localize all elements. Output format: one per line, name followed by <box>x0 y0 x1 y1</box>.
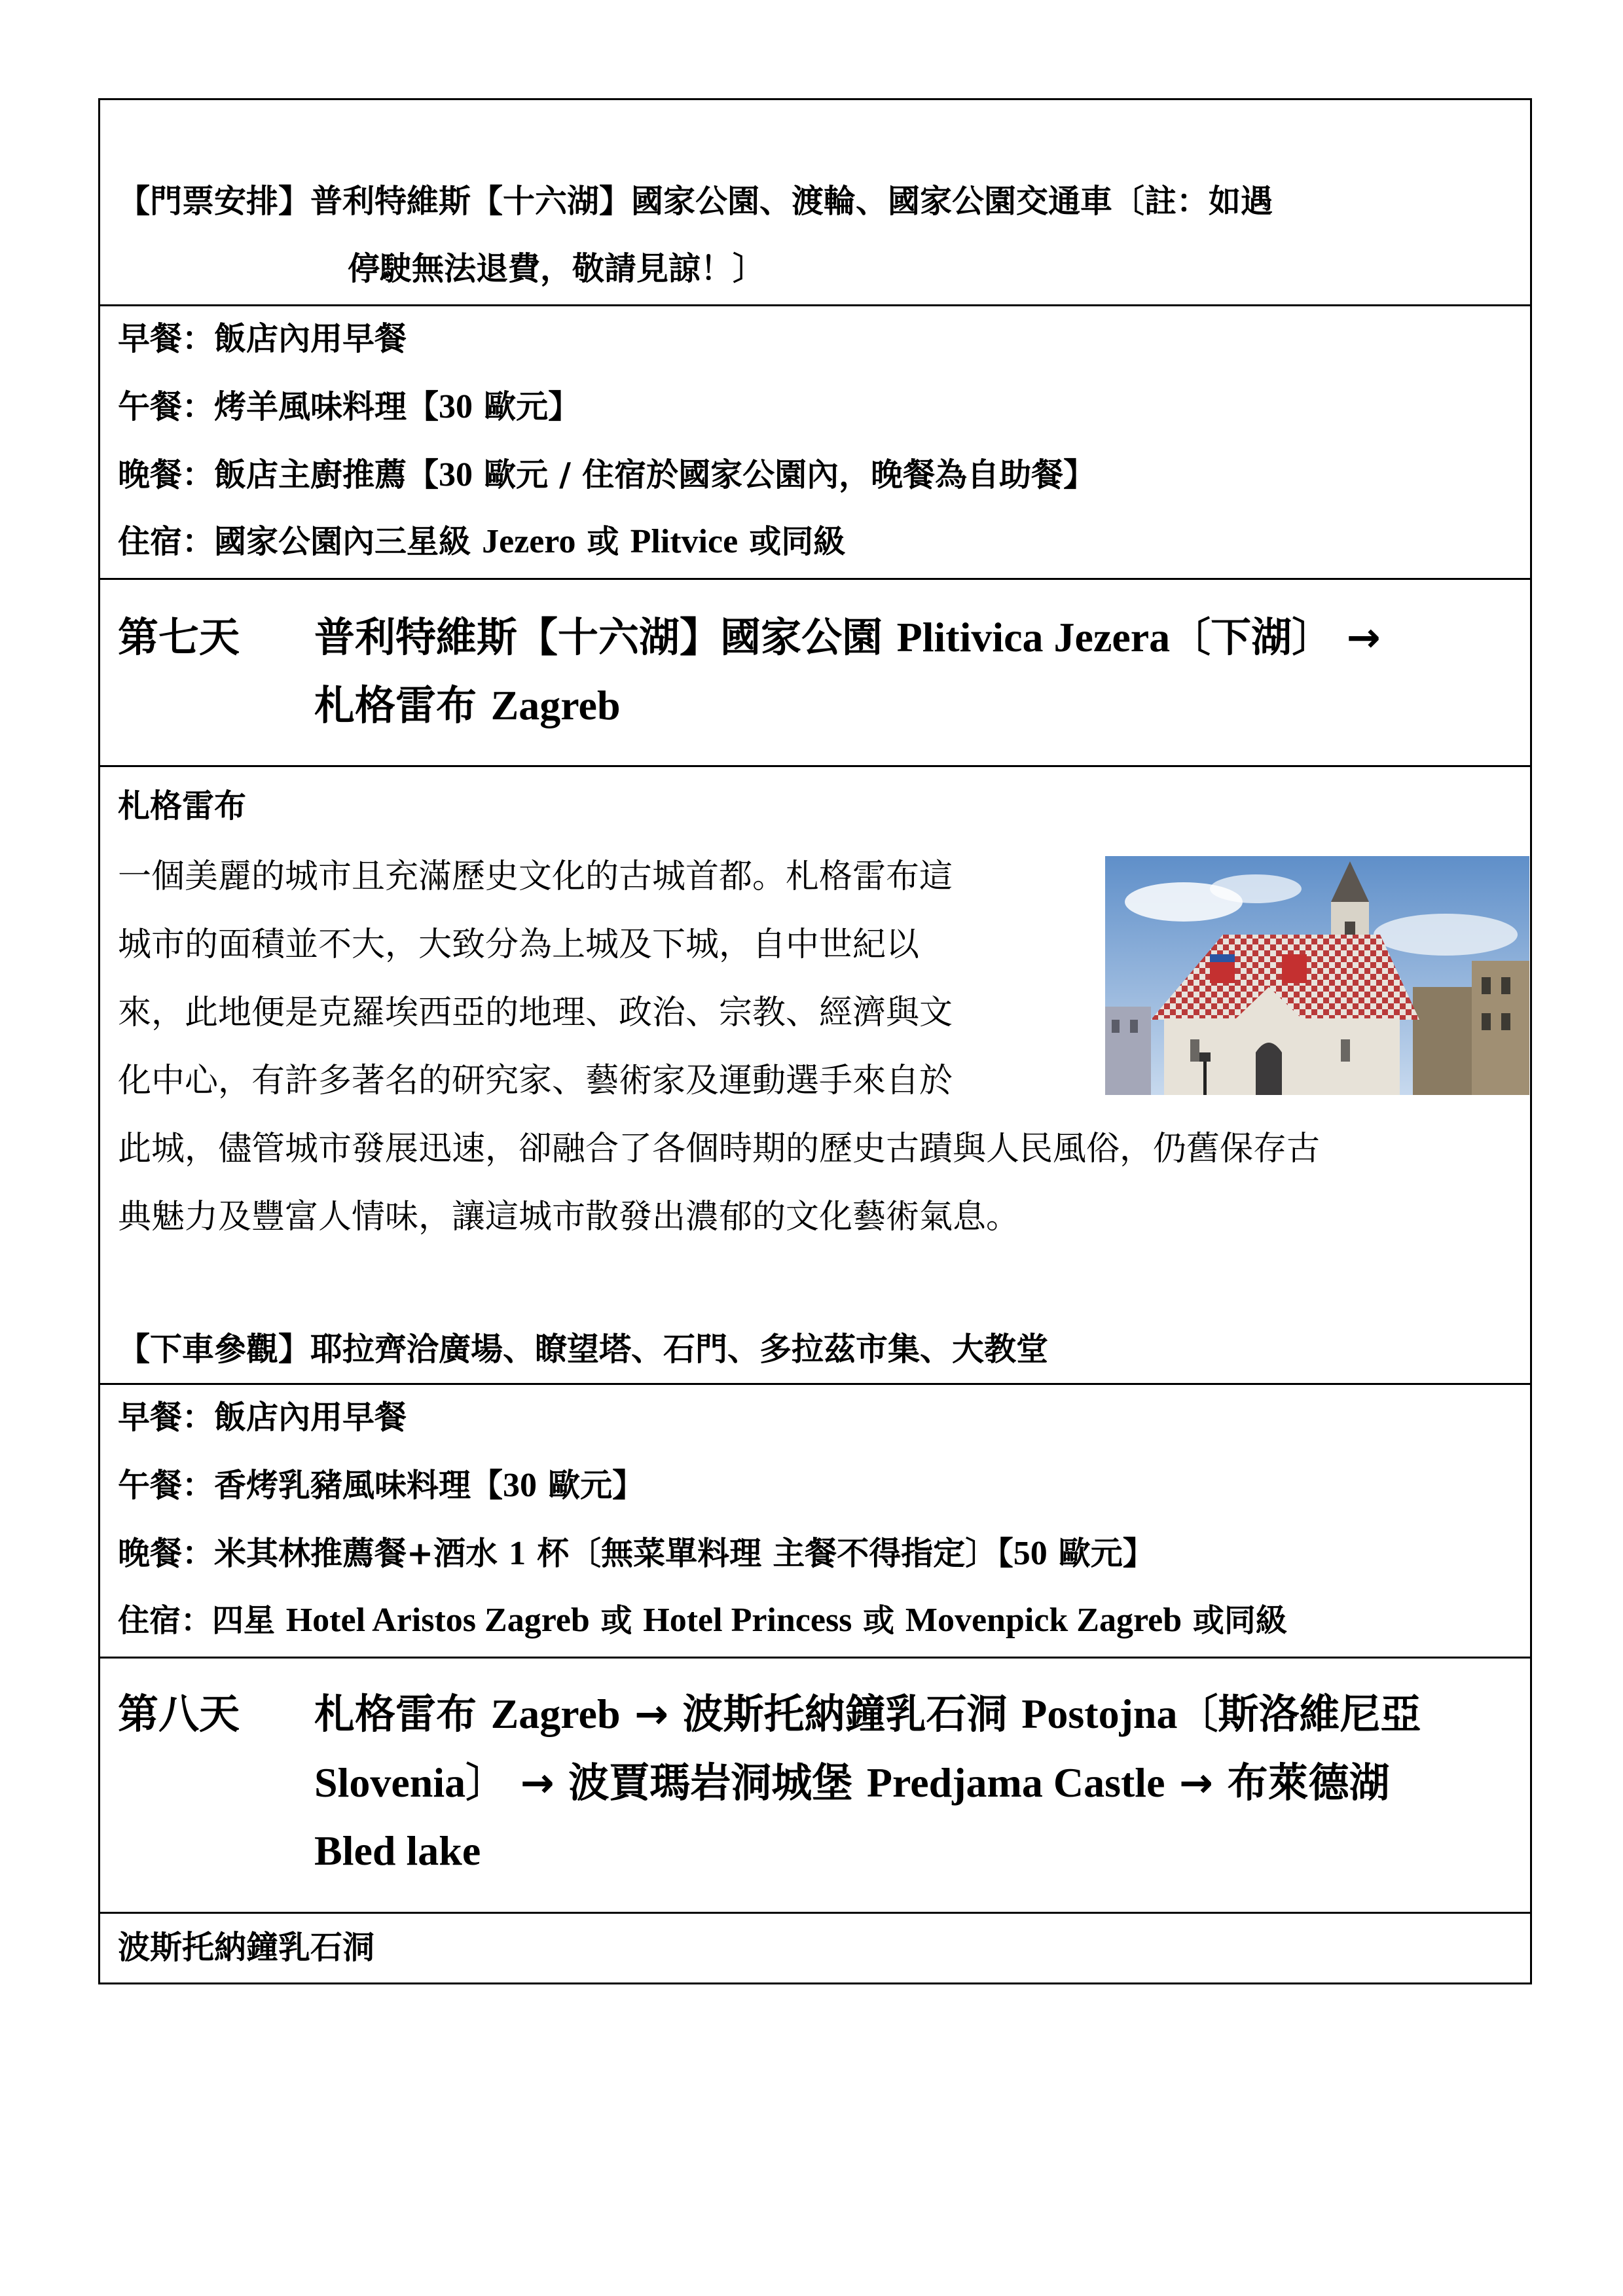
day8-route-line-2: Slovenia〕 → 波賈瑪岩洞城堡 Predjama Castle → 布萊德湖 <box>314 1759 1390 1806</box>
day6-dinner: 晚餐：飯店主廚推薦【30 歐元 / 住宿於國家公園內，晚餐為自助餐】 <box>118 456 1096 493</box>
zagreb-title: 札格雷布 <box>118 787 247 825</box>
day6-hotel: 住宿：國家公園內三星級 Jezero 或 Plitvice 或同級 <box>118 523 846 560</box>
zagreb-desc-line-4: 化中心，有許多著名的研究家、藝術家及運動選手來自於 <box>118 1062 953 1100</box>
day7-breakfast: 早餐：飯店內用早餐 <box>118 1399 407 1436</box>
zagreb-desc-line-3: 來，此地便是克羅埃西亞的地理、政治、宗教、經濟與文 <box>118 994 953 1032</box>
church-photo <box>1105 856 1529 1095</box>
day7-meals-section <box>100 1383 1530 1657</box>
zagreb-desc-line-2: 城市的面積並不大，大致分為上城及下城，自中世紀以 <box>118 925 920 964</box>
day8-header-section <box>100 1657 1530 1912</box>
day6-meals-section <box>100 304 1530 578</box>
day7-hotel: 住宿：四星 Hotel Aristos Zagreb 或 Hotel Princess 或 Movenpick Zagreb 或同級 <box>118 1602 1287 1639</box>
day7-header-section <box>100 578 1530 765</box>
tickets-section <box>100 100 1530 304</box>
day6-breakfast: 早餐：飯店內用早餐 <box>118 320 407 357</box>
day8-route-line-1: 札格雷布 Zagreb → 波斯托納鐘乳石洞 Postojna〔斯洛維尼亞 <box>314 1690 1421 1738</box>
itinerary-table <box>98 98 1532 1984</box>
day8-body-section <box>100 1912 1530 1982</box>
day7-label: 第七天 <box>118 613 240 661</box>
zagreb-desc-line-1: 一個美麗的城市且充滿歷史文化的古城首都。札格雷布這 <box>118 857 953 896</box>
day7-route-line-1: 普利特維斯【十六湖】國家公園 Plitivica Jezera〔下湖〕 → <box>314 613 1381 661</box>
day7-dinner: 晚餐：米其林推薦餐+酒水 1 杯〔無菜單料理 主餐不得指定〕【50 歐元】 <box>118 1535 1155 1572</box>
day6-lunch: 午餐：烤羊風味料理【30 歐元】 <box>118 388 581 425</box>
day8-label: 第八天 <box>118 1690 240 1738</box>
zagreb-desc-line-6: 典魅力及豐富人情味，讓這城市散發出濃郁的文化藝術氣息。 <box>118 1198 1020 1236</box>
day7-sightseeing: 【下車參觀】耶拉齊洽廣場、瞭望塔、石門、多拉茲市集、大教堂 <box>118 1331 1049 1368</box>
tickets-line-1: 【門票安排】普利特維斯【十六湖】國家公園、渡輪、國家公園交通車〔註：如遇 <box>118 183 1273 220</box>
day7-route-line-2: 札格雷布 Zagreb <box>314 681 621 729</box>
zagreb-desc-line-5: 此城，儘管城市發展迅速，卻融合了各個時期的歷史古蹟與人民風俗，仍舊保存古 <box>118 1130 1321 1168</box>
tickets-line-2: 停駛無法退費，敬請見諒！〕 <box>348 250 765 287</box>
day7-lunch: 午餐：香烤乳豬風味料理【30 歐元】 <box>118 1467 645 1504</box>
day8-route-line-3: Bled lake <box>314 1827 481 1874</box>
postojna-title: 波斯托納鐘乳石洞 <box>118 1929 375 1966</box>
